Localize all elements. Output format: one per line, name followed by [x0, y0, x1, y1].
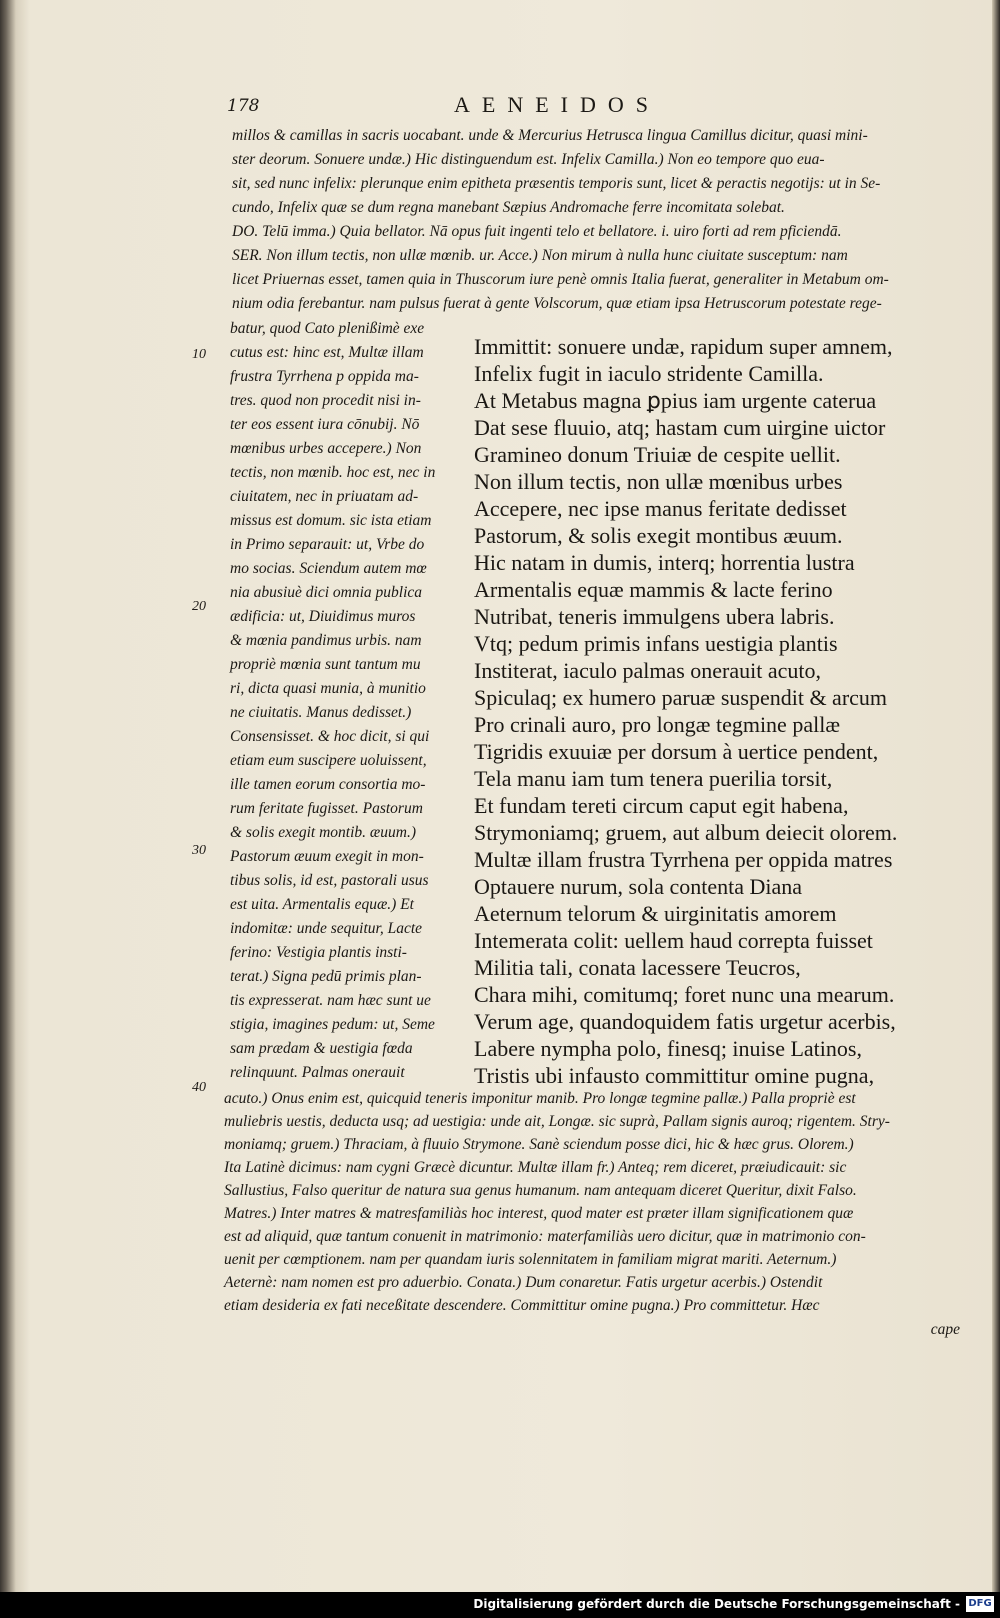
- commentary-line: stigia, imagines pedum: ut, Seme: [230, 1016, 435, 1033]
- verse-line: Labere nympha polo, finesq; inuise Latinos,: [474, 1036, 862, 1061]
- commentary-line: ædificia: ut, Diuidimus muros: [230, 608, 416, 625]
- line-number: 10: [192, 347, 206, 362]
- commentary-line: terat.) Signa pedū primis plan-: [230, 968, 422, 985]
- dfg-logo: DFG: [966, 1596, 994, 1612]
- verse-line: Tristis ubi infausto committitur omine pugna,: [474, 1063, 875, 1088]
- commentary-line: ciuitatem, nec in priuatam ad-: [230, 488, 419, 505]
- footer-credit: Digitalisierung gefördert durch die Deutsche Forschungsgemeinschaft -: [473, 1597, 960, 1611]
- commentary-line: cutus est: hinc est, Multæ illam: [230, 344, 424, 361]
- commentary-line: muliebris uestis, deducta usq; ad uestigia: unde ait, Longæ. sic suprà, Pallam signis auroq; rigentem. Stry-: [224, 1113, 890, 1130]
- commentary-line: sit, sed nunc infelix: plerunque enim epitheta præsentis temporis sunt, licet & peractis negotijs: ut in Se-: [232, 175, 881, 192]
- commentary-line: Sallustius, Falso queritur de natura sua genus humanum. nam antequam diceret Queritur, dixit Falso.: [224, 1182, 857, 1199]
- verse-line: Armentalis equæ mammis & lacte ferino: [474, 577, 833, 602]
- verse-line: At Metabus magna ꝑpius iam urgente caterua: [474, 388, 877, 413]
- verse-line: Tigridis exuuiæ per dorsum à uertice pendent,: [474, 739, 879, 764]
- verse-line: Institerat, iaculo palmas onerauit acuto,: [474, 658, 821, 683]
- verse-line: Infelix fugit in iaculo stridente Camilla.: [474, 361, 824, 386]
- verse-line: Tela manu iam tum tenera puerilia torsit,: [474, 766, 833, 791]
- verse-line: Multæ illam frustra Tyrrhena per oppida matres: [474, 847, 893, 872]
- commentary-line: etiam eum suscipere uoluissent,: [230, 752, 427, 769]
- commentary-line: missus est domum. sic ista etiam: [230, 512, 432, 529]
- commentary-line: frustra Tyrrhena p oppida ma-: [230, 368, 419, 385]
- verse-line: Dat sese fluuio, atq; hastam cum uirgine uictor: [474, 415, 886, 440]
- verse-line: Intemerata colit: uellem haud correpta fuisset: [474, 928, 873, 953]
- verse-line: Militia tali, conata lacessere Teucros,: [474, 955, 801, 980]
- commentary-line: sam prædam & uestigia fœda: [230, 1040, 413, 1057]
- verse-line: Pastorum, & solis exegit montibus æuum.: [474, 523, 843, 548]
- commentary-line: ter eos essent iura cōnubij. Nō: [230, 416, 420, 433]
- commentary-line: Pastorum æuum exegit in mon-: [230, 848, 424, 865]
- commentary-line: indomitæ: unde sequitur, Lacte: [230, 920, 423, 937]
- verse-line: Spiculaq; ex humero paruæ suspendit & arcum: [474, 685, 888, 710]
- verse-line: Vtq; pedum primis infans uestigia plantis: [474, 631, 838, 656]
- verse-line: Aeternum telorum & uirginitatis amorem: [474, 901, 837, 926]
- commentary-line: rum feritate fugisset. Pastorum: [230, 800, 423, 817]
- verse-line: Chara mihi, comitumq; foret nunc una mearum.: [474, 982, 895, 1007]
- catchword: cape: [930, 1321, 960, 1338]
- commentary-line: relinquunt. Palmas onerauit: [230, 1064, 405, 1081]
- commentary-line: ille tamen eorum consortia mo-: [230, 776, 426, 793]
- commentary-line: uenit per cœmptionem. nam per quandam iuris solennitatem in familiam migrat mariti. Aeternum.): [224, 1251, 837, 1268]
- commentary-line: etiam desideria ex fati neceßitate descendere. Committitur omine pugna.) Pro committetur. Hæc: [224, 1297, 820, 1314]
- verse-line: Strymoniamq; gruem, aut album deiecit olorem.: [474, 820, 898, 845]
- commentary-line: millos & camillas in sacris uocabant. unde & Mercurius Hetrusca lingua Camillus dicitur, quasi mini-: [232, 127, 868, 144]
- commentary-line: nium odia ferebantur. nam pulsus fuerat à gente Volscorum, quæ etiam ipsa Hetruscorum potestate rege-: [232, 295, 882, 312]
- commentary-line: tectis, non mœnib. hoc est, nec in: [230, 464, 436, 481]
- commentary-line: mo socias. Sciendum autem mœ: [230, 560, 427, 577]
- footer-bar: [0, 1592, 1000, 1618]
- commentary-line: licet Priuernas esset, tamen quia in Thuscorum iure penè omnis Italia fuerat, generaliter in Metabum om-: [232, 271, 889, 288]
- line-number: 40: [192, 1080, 206, 1095]
- commentary-line: tibus solis, id est, pastorali usus: [230, 872, 429, 889]
- commentary-line: nia abusiuè dici omnia publica: [230, 584, 423, 601]
- verse-line: Et fundam tereti circum caput egit habena,: [474, 793, 849, 818]
- commentary-line: in Primo separauit: ut, Vrbe do: [230, 536, 425, 553]
- commentary-line: moniamq; gruem.) Thraciam, à fluuio Strymone. Sanè sciendum posse dici, hic & hæc grus. Olorem.): [224, 1136, 854, 1153]
- verse-line: Optauere nurum, sola contenta Diana: [474, 874, 803, 899]
- commentary-line: cundo, Infelix quæ se dum regna manebant Sæpius Andromache ferre incomitata solebat.: [232, 199, 785, 216]
- commentary-line: Matres.) Inter matres & matresfamiliàs hoc interest, quod mater est præter illam significationem quæ: [224, 1205, 854, 1222]
- commentary-line: tis expresserat. nam hæc sunt ue: [230, 992, 431, 1009]
- commentary-line: & mœnia pandimus urbis. nam: [230, 632, 422, 649]
- line-number: 20: [192, 599, 206, 614]
- commentary-line: ri, dicta quasi munia, à munitio: [230, 680, 426, 697]
- verse-line: Non illum tectis, non ullæ mœnibus urbes: [474, 469, 843, 494]
- commentary-line: DO. Telū imma.) Quia bellator. Nā opus fuit ingenti telo et bellatore. i. uiro forti ad rem pficiendā.: [232, 223, 842, 240]
- commentary-line: ster deorum. Sonuere undæ.) Hic distinguendum est. Infelix Camilla.) Non eo tempore quo eua-: [232, 151, 825, 168]
- commentary-line: ne ciuitatis. Manus dedisset.): [230, 704, 412, 721]
- verse-line: Immittit: sonuere undæ, rapidum super amnem,: [474, 334, 893, 359]
- commentary-line: est uita. Armentalis equæ.) Et: [230, 896, 414, 913]
- commentary-line: batur, quod Cato plenißimè exe: [230, 320, 425, 337]
- commentary-line: Aeternè: nam nomen est pro aduerbio. Conata.) Dum conaretur. Fatis urgetur acerbis.) Ostendit: [224, 1274, 823, 1291]
- page-number: 178: [227, 96, 260, 116]
- running-head: AENEIDOS: [454, 92, 660, 117]
- commentary-line: ferino: Vestigia plantis insti-: [230, 944, 407, 961]
- commentary-line: SER. Non illum tectis, non ullæ mœnib. ur. Acce.) Non mirum à nulla hunc ciuitate susceptum: nam: [232, 247, 848, 264]
- page-edge: [992, 0, 1000, 1592]
- commentary-line: tres. quod non procedit nisi in-: [230, 392, 421, 409]
- verse-line: Gramineo donum Triuiæ de cespite uellit.: [474, 442, 841, 467]
- commentary-line: acuto.) Onus enim est, quicquid teneris imponitur manib. Pro longæ tegmine pallæ.) Palla propriè est: [224, 1090, 856, 1107]
- commentary-line: & solis exegit montib. æuum.): [230, 824, 416, 841]
- commentary-line: mœnibus urbes accepere.) Non: [230, 440, 422, 457]
- commentary-line: Consensisset. & hoc dicit, si qui: [230, 728, 430, 745]
- commentary-line: Ita Latinè dicimus: nam cygni Græcè dicuntur. Multæ illam fr.) Anteq; rem diceret, præiudicauit: sic: [224, 1159, 847, 1176]
- verse-line: Accepere, nec ipse manus feritate dedisset: [474, 496, 847, 521]
- verse-line: Pro crinali auro, pro longæ tegmine pallæ: [474, 712, 840, 737]
- verse-line: Verum age, quandoquidem fatis urgetur acerbis,: [474, 1009, 896, 1034]
- verse-line: Hic natam in dumis, interq; horrentia lustra: [474, 550, 855, 575]
- line-number: 30: [192, 843, 206, 858]
- commentary-line: propriè mœnia sunt tantum mu: [230, 656, 421, 673]
- commentary-line: est ad aliquid, quæ tantum conuenit in matrimonio: materfamiliàs uero dicitur, quæ in matrimonio con-: [224, 1228, 866, 1245]
- verse-line: Nutribat, teneris immulgens ubera labris.: [474, 604, 835, 629]
